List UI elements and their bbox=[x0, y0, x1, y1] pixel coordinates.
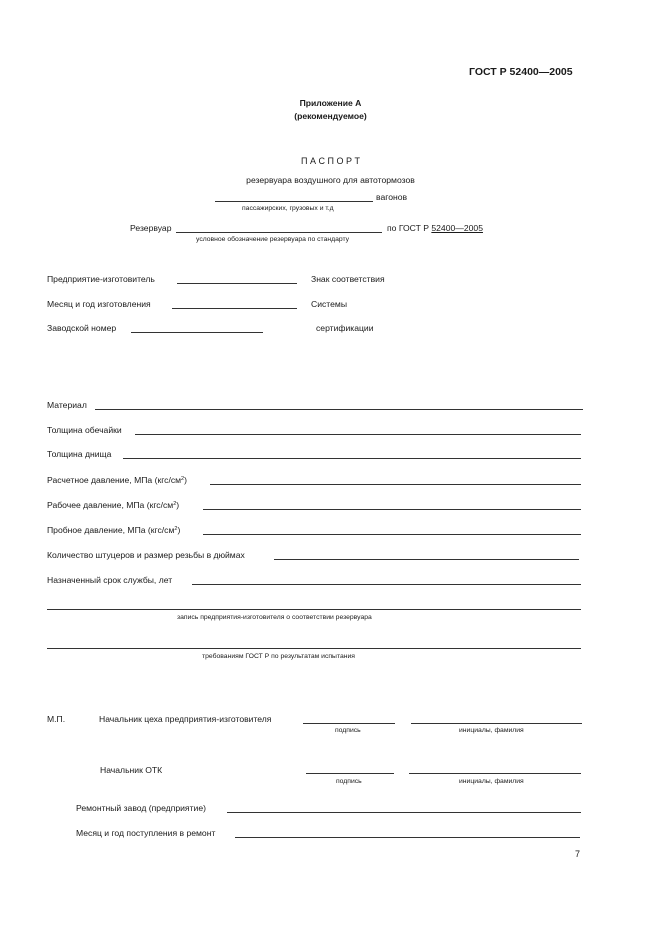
reservoir-gost-number: 52400—2005 bbox=[431, 223, 483, 233]
working-pressure-label: Рабочее давление, МПа $(кгс/см^2)$ bbox=[47, 500, 180, 510]
reservoir-designation-field-line[interactable] bbox=[176, 232, 382, 233]
material-label: Материал bbox=[47, 400, 87, 410]
service-life-field-line[interactable] bbox=[192, 584, 581, 585]
manufacturer-record-line-1[interactable] bbox=[47, 609, 581, 610]
repair-date-label: Месяц и год поступления в ремонт bbox=[76, 828, 216, 838]
appendix-subtitle: (рекомендуемое) bbox=[294, 111, 367, 121]
service-life-label: Назначенный срок службы, лет bbox=[47, 575, 173, 585]
car-type-caption: пассажирских, грузовых и т.д bbox=[242, 205, 334, 212]
conformity-mark-line-3: сертификации bbox=[316, 323, 374, 333]
test-pressure-field-line[interactable] bbox=[203, 534, 581, 535]
car-type-suffix: вагонов bbox=[376, 192, 408, 202]
serial-number-label: Заводской номер bbox=[47, 323, 117, 333]
repair-plant-label: Ремонтный завод (предприятие) bbox=[76, 803, 206, 813]
otk-head-label: Начальник ОТК bbox=[100, 765, 163, 775]
repair-plant-field-line[interactable] bbox=[227, 812, 581, 813]
passport-subtitle: резервуара воздушного для автотормозов bbox=[246, 175, 415, 185]
otk-head-signature-line[interactable] bbox=[306, 773, 394, 774]
fittings-label: Количество штуцеров и размер резьбы в дюймах bbox=[47, 550, 245, 560]
stamp-place-label: М.П. bbox=[47, 714, 66, 724]
manufacturer-record-caption-2: требованиям ГОСТ Р по результатам испытания bbox=[202, 653, 355, 660]
otk-head-name-line[interactable] bbox=[409, 773, 581, 774]
design-pressure-label: Расчетное давление, МПа $(кгс/см^2)$ bbox=[47, 475, 187, 485]
month-year-label: Месяц и год изготовления bbox=[47, 299, 151, 309]
manufacturer-label: Предприятие-изготовитель bbox=[47, 274, 155, 284]
reservoir-gost-prefix: по ГОСТ Р bbox=[387, 223, 432, 233]
appendix-title: Приложение А bbox=[299, 98, 362, 108]
car-type-field-line[interactable] bbox=[215, 201, 373, 202]
shell-thickness-label: Толщина обечайки bbox=[47, 425, 122, 435]
passport-title: П А С П О Р Т bbox=[301, 156, 360, 166]
repair-date-field-line[interactable] bbox=[235, 837, 580, 838]
serial-number-field-line[interactable] bbox=[131, 332, 263, 333]
reservoir-gost-reference bbox=[387, 224, 483, 233]
shop-head-signature-caption: подпись bbox=[335, 727, 361, 734]
manufacturer-record-caption-1: запись предприятия-изготовителя о соответствии резервуара bbox=[177, 614, 372, 621]
shop-head-label: Начальник цеха предприятия-изготовителя bbox=[99, 714, 272, 724]
month-year-field-line[interactable] bbox=[172, 308, 297, 309]
shop-head-signature-line[interactable] bbox=[303, 723, 395, 724]
design-pressure-field-line[interactable] bbox=[210, 484, 581, 485]
reservoir-label: Резервуар bbox=[130, 223, 172, 233]
bottom-thickness-label: Толщина днища bbox=[47, 449, 112, 459]
working-pressure-field-line[interactable] bbox=[203, 509, 581, 510]
shop-head-name-line[interactable] bbox=[411, 723, 582, 724]
test-pressure-label: Пробное давление, МПа $(кгс/см^2)$ bbox=[47, 525, 181, 535]
conformity-mark-line-1: Знак соответствия bbox=[311, 274, 385, 284]
shell-thickness-field-line[interactable] bbox=[135, 434, 581, 435]
reservoir-caption: условное обозначение резервуара по стандарту bbox=[196, 236, 350, 243]
fittings-field-line[interactable] bbox=[274, 559, 579, 560]
bottom-thickness-field-line[interactable] bbox=[123, 458, 581, 459]
document-code: ГОСТ Р 52400—2005 bbox=[469, 66, 573, 78]
otk-head-initials-caption: инициалы, фамилия bbox=[459, 778, 524, 785]
otk-head-signature-caption: подпись bbox=[336, 778, 362, 785]
manufacturer-field-line[interactable] bbox=[177, 283, 297, 284]
material-field-line[interactable] bbox=[95, 409, 583, 410]
conformity-mark-line-2: Системы bbox=[311, 299, 348, 309]
shop-head-initials-caption: инициалы, фамилия bbox=[459, 727, 524, 734]
page-number: 7 bbox=[575, 849, 581, 859]
manufacturer-record-line-2[interactable] bbox=[47, 648, 581, 649]
